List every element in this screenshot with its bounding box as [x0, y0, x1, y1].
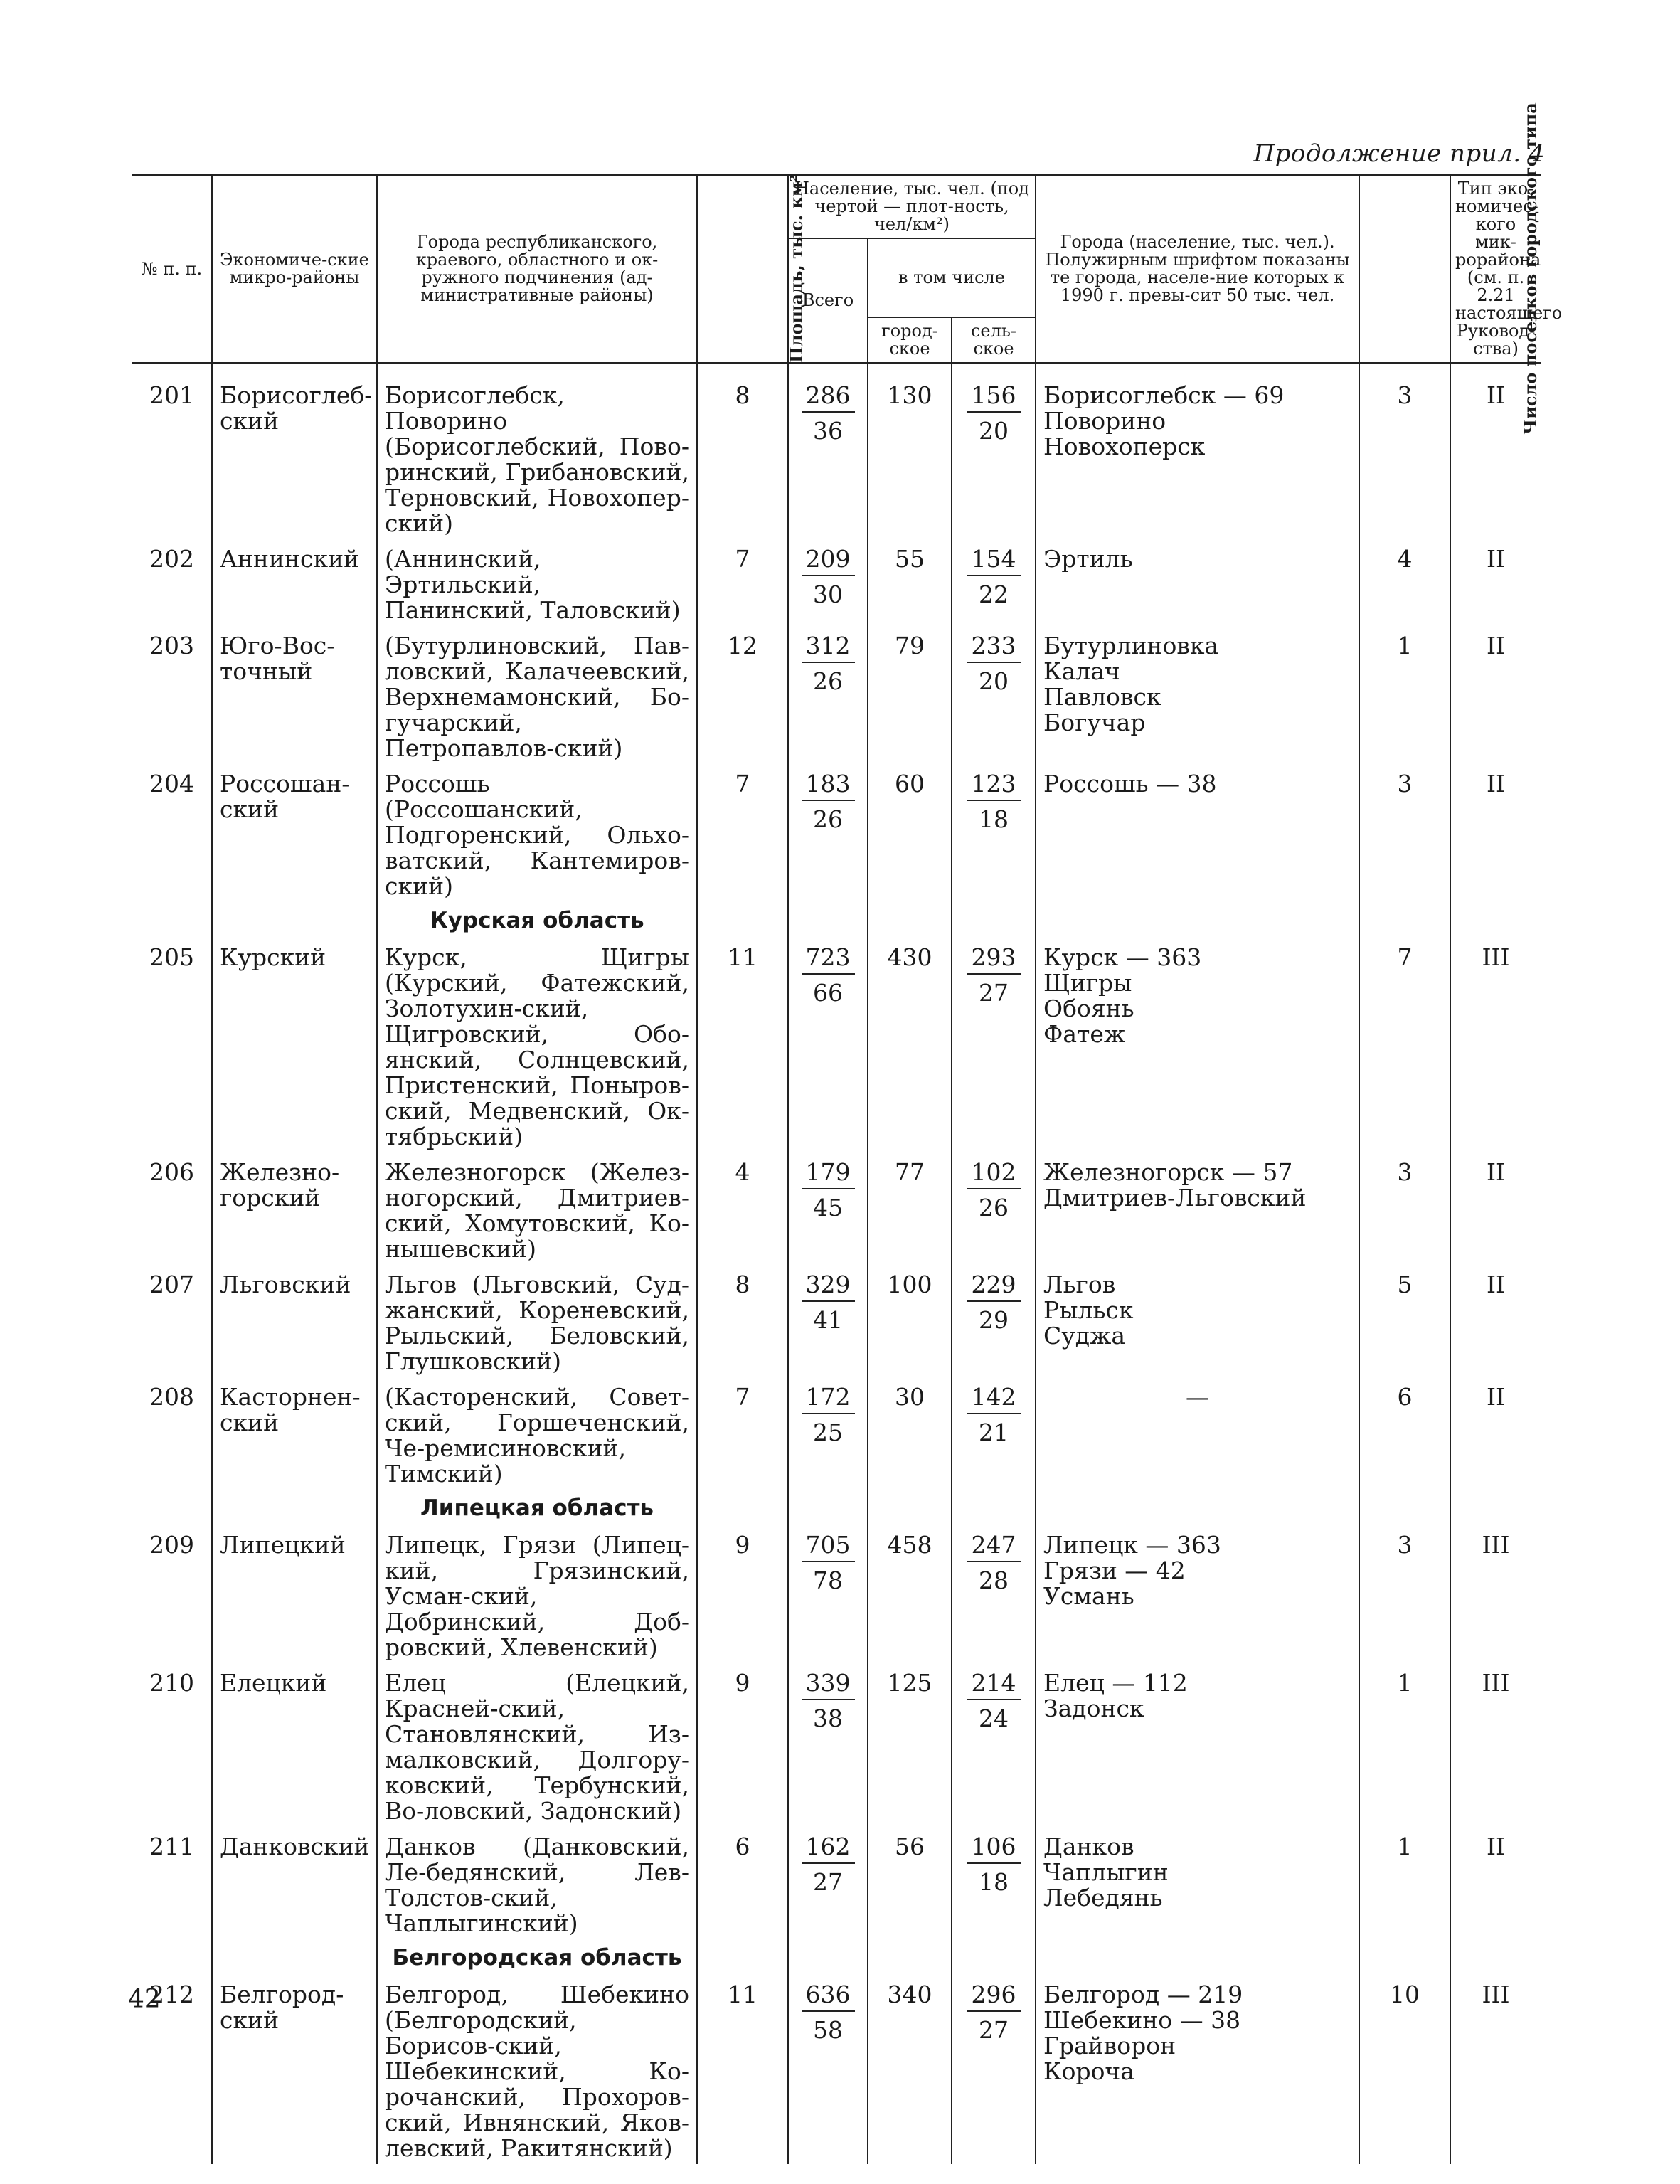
cell-admin: Россошь (Россошанский, Подгоренский, Ольхо-ватский, Кантемиров-ский)	[377, 764, 697, 902]
cell-settlements: 3	[1359, 1152, 1450, 1265]
cell-total-density: 30	[813, 581, 843, 608]
cell-micro: Елецкий	[212, 1663, 377, 1827]
cell-rural-density: 20	[979, 667, 1009, 695]
cell-type: II	[1450, 1265, 1541, 1377]
cell-total-fraction	[802, 1834, 855, 1895]
cell-rural	[952, 938, 1036, 1152]
cell-no: 203	[132, 626, 212, 764]
cell-micro: Железно-горский	[212, 1152, 377, 1265]
city-item: Россошь — 38	[1043, 770, 1217, 797]
cell-rural	[952, 1377, 1036, 1490]
city-item: Данков	[1043, 1833, 1134, 1860]
cell-settlements: 5	[1359, 1265, 1450, 1377]
col-area	[697, 174, 807, 364]
cell-area: 12	[697, 626, 788, 764]
city-item: Чаплыгин	[1043, 1858, 1169, 1886]
cell-total-density: 45	[813, 1194, 843, 1221]
cell-cities	[1036, 938, 1359, 1152]
cell-total-density: 78	[813, 1567, 843, 1594]
cell-micro: Аннинский	[212, 539, 377, 626]
cell-rural-density: 24	[979, 1705, 1009, 1732]
cell-micro: Белгород-ский	[212, 1975, 377, 2164]
cell-admin: (Аннинский, Эртильский, Панинский, Таловский)	[377, 539, 697, 626]
cell-area: 7	[697, 1377, 788, 1490]
table-row	[132, 1663, 1541, 1827]
cell-no: 202	[132, 539, 212, 626]
table-row	[132, 1975, 1541, 2164]
table-row	[132, 539, 1541, 626]
cell-rural	[952, 1265, 1036, 1377]
col-cities-admin: Города республиканского, краевого, областного и ок-ружного подчинения (ад-министративные районы)	[377, 175, 697, 364]
cell-cities	[1036, 1975, 1359, 2164]
cell-type: III	[1450, 1975, 1541, 2164]
cell-rural-fraction	[967, 383, 1021, 444]
cell-rural-value: 106	[967, 1834, 1021, 1864]
cell-urban: 130	[868, 364, 952, 540]
cell-rural	[952, 1152, 1036, 1265]
cell-total-fraction	[802, 771, 855, 832]
cell-urban: 56	[868, 1827, 952, 1939]
cell-micro: Курский	[212, 938, 377, 1152]
table-row	[132, 1525, 1541, 1663]
table-row	[132, 1152, 1541, 1265]
cell-total-fraction	[802, 1384, 855, 1446]
cell-rural-density: 27	[979, 2016, 1009, 2044]
cell-cities	[1036, 626, 1359, 764]
cell-cities	[1036, 1663, 1359, 1827]
table-body	[132, 364, 1541, 2165]
cell-no: 208	[132, 1377, 212, 1490]
cell-no: 206	[132, 1152, 212, 1265]
cell-micro: Борисоглеб-ский	[212, 364, 377, 540]
cell-rural-value: 123	[967, 771, 1021, 801]
cell-micro: Данковский	[212, 1827, 377, 1939]
cell-urban: 340	[868, 1975, 952, 2164]
cell-rural	[952, 364, 1036, 540]
cell-total-density: 66	[813, 979, 843, 1007]
cell-settlements: 4	[1359, 539, 1450, 626]
col-population: Население, тыс. чел. (под чертой — плот-ность, чел/км²)	[788, 175, 1036, 239]
city-item: Поворино	[1043, 407, 1166, 435]
cell-rural-value: 156	[967, 383, 1021, 413]
cell-no: 209	[132, 1525, 212, 1663]
region-row	[132, 1490, 1541, 1525]
cell-total-value: 723	[802, 945, 855, 975]
cell-rural-density: 21	[979, 1419, 1009, 1446]
cell-area: 8	[697, 1265, 788, 1377]
cell-area: 11	[697, 1975, 788, 2164]
cell-micro: Юго-Вос-точный	[212, 626, 377, 764]
cell-total-density: 26	[813, 667, 843, 695]
cell-rural-fraction	[967, 1834, 1021, 1895]
city-item: Богучар	[1043, 709, 1146, 736]
col-cities-pop: Города (население, тыс. чел.). Полужирным шрифтом показаны те города, населе-ние которых к 1990 г. превы-сит 50 тыс. чел.	[1036, 175, 1359, 364]
col-type: Тип эко-номичес-кого мик-рорайона (см. п. 2.21 настоящего Руковод-ства)	[1450, 175, 1541, 364]
cell-urban: 60	[868, 764, 952, 902]
cell-total-value: 183	[802, 771, 855, 801]
cell-admin: (Бутурлиновский, Пав-ловский, Калачеевский, Верхнемамонский, Бо-гучарский, Петропавлов-ский)	[377, 626, 697, 764]
cell-rural-value: 233	[967, 633, 1021, 663]
cell-cities	[1036, 1827, 1359, 1939]
cell-no: 212	[132, 1975, 212, 2164]
city-item: Задонск	[1043, 1695, 1144, 1722]
table-row	[132, 626, 1541, 764]
cell-settlements: 1	[1359, 626, 1450, 764]
cell-rural	[952, 764, 1036, 902]
table-row	[132, 1265, 1541, 1377]
cell-rural-fraction	[967, 1982, 1021, 2043]
cell-micro: Касторнен-ский	[212, 1377, 377, 1490]
cell-area: 7	[697, 539, 788, 626]
table-row	[132, 1377, 1541, 1490]
cell-rural-density: 18	[979, 805, 1009, 833]
cell-rural-density: 28	[979, 1567, 1009, 1594]
cell-rural-value: 142	[967, 1384, 1021, 1414]
cell-type: II	[1450, 1377, 1541, 1490]
cell-total-density: 25	[813, 1419, 843, 1446]
cell-total	[788, 539, 868, 626]
cell-no: 210	[132, 1663, 212, 1827]
city-item: Липецк — 363	[1043, 1531, 1221, 1559]
cell-admin: Липецк, Грязи (Липец-кий, Грязинский, Усман-ский, Добринский, Доб-ровский, Хлевенский)	[377, 1525, 697, 1663]
city-item: Короча	[1043, 2057, 1134, 2085]
city-item: Лебедянь	[1043, 1884, 1163, 1912]
cell-total-fraction	[802, 633, 855, 694]
cell-rural-density: 18	[979, 1868, 1009, 1896]
cell-cities	[1036, 364, 1359, 540]
col-urban: город-ское	[868, 317, 952, 364]
table-row	[132, 764, 1541, 902]
cell-rural-value: 214	[967, 1670, 1021, 1700]
cell-total-fraction	[802, 383, 855, 444]
col-settlements-label: Число поселков городского типа	[1519, 102, 1541, 435]
cell-no: 207	[132, 1265, 212, 1377]
city-item: Щигры	[1043, 969, 1132, 997]
cell-admin: Льгов (Льговский, Суд-жанский, Кореневский, Рыльский, Беловский, Глушковский)	[377, 1265, 697, 1377]
cell-no: 211	[132, 1827, 212, 1939]
cell-total-value: 162	[802, 1834, 855, 1864]
city-item: Борисоглебск — 69	[1043, 381, 1285, 409]
cell-total-fraction	[802, 1670, 855, 1732]
cell-rural-density: 22	[979, 581, 1009, 608]
cell-type: III	[1450, 1663, 1541, 1827]
city-item: Дмитриев-Льговский	[1043, 1184, 1307, 1212]
cell-type: II	[1450, 539, 1541, 626]
cell-type: II	[1450, 1152, 1541, 1265]
city-item: Грайворон	[1043, 2032, 1176, 2060]
table-row	[132, 938, 1541, 1152]
cell-total	[788, 1975, 868, 2164]
city-item: Бутурлиновка	[1043, 632, 1219, 659]
cell-admin: Елец (Елецкий, Красней-ский, Становлянский, Из-малковский, Долгору-ковский, Тербунский, Во-ловский, Задонский)	[377, 1663, 697, 1827]
cell-total	[788, 938, 868, 1152]
region-title: Белгородская область	[392, 1945, 682, 1971]
cell-rural-value: 229	[967, 1272, 1021, 1302]
cell-settlements: 3	[1359, 364, 1450, 540]
cell-rural	[952, 1827, 1036, 1939]
cell-no: 205	[132, 938, 212, 1152]
cell-rural-fraction	[967, 546, 1021, 608]
cell-total	[788, 1663, 868, 1827]
cell-settlements: 1	[1359, 1663, 1450, 1827]
city-item: Новохоперск	[1043, 433, 1206, 460]
cell-rural-value: 247	[967, 1532, 1021, 1562]
cell-urban: 430	[868, 938, 952, 1152]
cell-admin: Белгород, Шебекино (Белгородский, Борисов-ский, Шебекинский, Ко-рочанский, Прохоров-ский, Ивнянский, Яков-левский, Ракитянский)	[377, 1975, 697, 2164]
cell-admin: Данков (Данковский, Ле-бедянский, Лев-Толстов-ский, Чаплыгинский)	[377, 1827, 697, 1939]
cell-admin: Борисоглебск, Поворино (Борисоглебский, Пово-ринский, Грибановский, Терновский, Новохопер-ский)	[377, 364, 697, 540]
city-item: Елец — 112	[1043, 1669, 1188, 1697]
city-item: Павловск	[1043, 683, 1161, 711]
city-item: Шебекино — 38	[1043, 2006, 1241, 2034]
cell-urban: 30	[868, 1377, 952, 1490]
cell-total-value: 705	[802, 1532, 855, 1562]
cell-rural	[952, 1663, 1036, 1827]
cell-total-value: 329	[802, 1272, 855, 1302]
cell-total	[788, 764, 868, 902]
city-item: Усмань	[1043, 1582, 1134, 1610]
cell-area: 9	[697, 1663, 788, 1827]
continuation-note: Продолжение прил. 4	[1253, 139, 1545, 168]
city-item: Эртиль	[1043, 545, 1133, 573]
cell-settlements: 7	[1359, 938, 1450, 1152]
cell-area: 6	[697, 1827, 788, 1939]
col-num: № п. п.	[132, 175, 212, 364]
cell-cities	[1036, 1152, 1359, 1265]
cell-total-density: 58	[813, 2016, 843, 2044]
cell-total-fraction	[802, 546, 855, 608]
cell-rural-value: 154	[967, 546, 1021, 576]
cell-settlements: 3	[1359, 1525, 1450, 1663]
cell-total-density: 27	[813, 1868, 843, 1896]
cell-total-value: 339	[802, 1670, 855, 1700]
cell-type: III	[1450, 1525, 1541, 1663]
cell-urban: 458	[868, 1525, 952, 1663]
region-row	[132, 902, 1541, 938]
cell-rural-density: 26	[979, 1194, 1009, 1221]
cell-total-value: 209	[802, 546, 855, 576]
cell-rural-density: 29	[979, 1306, 1009, 1334]
cell-rural-density: 27	[979, 979, 1009, 1007]
cell-rural-fraction	[967, 633, 1021, 694]
region-title: Липецкая область	[420, 1495, 654, 1521]
table-row	[132, 1827, 1541, 1939]
table-row	[132, 364, 1541, 540]
cell-total-fraction	[802, 945, 855, 1006]
cell-rural	[952, 539, 1036, 626]
col-total: Всего	[788, 238, 868, 364]
cell-settlements: 3	[1359, 764, 1450, 902]
city-item: Железногорск — 57	[1043, 1158, 1293, 1186]
city-item: Рыльск	[1043, 1296, 1134, 1324]
city-item: Суджа	[1043, 1322, 1126, 1350]
cell-micro: Россошан-ский	[212, 764, 377, 902]
cell-total-density: 38	[813, 1705, 843, 1732]
cell-admin: (Касторенский, Совет-ский, Горшеченский, Че-ремисиновский, Тимский)	[377, 1377, 697, 1490]
cell-area: 4	[697, 1152, 788, 1265]
cell-total	[788, 364, 868, 540]
page-number: 42	[128, 1985, 161, 2014]
cell-admin: Курск, Щигры (Курский, Фатежский, Золотухин-ский, Щигровский, Обо-янский, Солнцевский, Пристенский, Поныров-ский, Медвенский, Ок-тябрьский)	[377, 938, 697, 1152]
cell-type: III	[1450, 938, 1541, 1152]
cell-type: II	[1450, 764, 1541, 902]
cell-total	[788, 1377, 868, 1490]
cell-total	[788, 1152, 868, 1265]
cell-cities	[1036, 1377, 1359, 1490]
cell-rural-fraction	[967, 1384, 1021, 1446]
cell-total-value: 312	[802, 633, 855, 663]
cell-total	[788, 1525, 868, 1663]
cell-settlements: 1	[1359, 1827, 1450, 1939]
cell-rural-fraction	[967, 945, 1021, 1006]
cell-rural-value: 296	[967, 1982, 1021, 2012]
cell-rural	[952, 626, 1036, 764]
city-item: Фатеж	[1043, 1020, 1126, 1048]
cell-rural-value: 102	[967, 1160, 1021, 1189]
cell-total-density: 36	[813, 417, 843, 445]
cell-rural	[952, 1975, 1036, 2164]
cell-total-value: 286	[802, 383, 855, 413]
cell-rural-fraction	[967, 1272, 1021, 1333]
cell-urban: 79	[868, 626, 952, 764]
cell-rural-fraction	[967, 771, 1021, 832]
cell-rural-fraction	[967, 1670, 1021, 1732]
cell-total-value: 172	[802, 1384, 855, 1414]
cell-area: 11	[697, 938, 788, 1152]
cell-cities	[1036, 539, 1359, 626]
region-title: Курская область	[430, 908, 644, 933]
cell-micro: Льговский	[212, 1265, 377, 1377]
cell-settlements: 10	[1359, 1975, 1450, 2164]
cell-urban: 77	[868, 1152, 952, 1265]
city-item: Курск — 363	[1043, 943, 1202, 971]
cell-urban: 55	[868, 539, 952, 626]
cell-type: II	[1450, 364, 1541, 540]
cell-no: 204	[132, 764, 212, 902]
city-item: —	[1186, 1383, 1210, 1411]
cell-cities	[1036, 1265, 1359, 1377]
cell-total-value: 179	[802, 1160, 855, 1189]
cell-rural-value: 293	[967, 945, 1021, 975]
col-in-total: в том числе	[868, 238, 1036, 317]
cell-total-value: 636	[802, 1982, 855, 2012]
col-area-label: Площадь, тыс. км²	[786, 174, 807, 364]
cell-type: II	[1450, 626, 1541, 764]
region-row	[132, 1939, 1541, 1975]
cell-total-fraction	[802, 1272, 855, 1333]
cell-total-fraction	[802, 1160, 855, 1221]
cell-cities	[1036, 764, 1359, 902]
cell-rural-fraction	[967, 1160, 1021, 1221]
cell-total-density: 26	[813, 805, 843, 833]
cell-urban: 100	[868, 1265, 952, 1377]
col-micro: Экономиче-ские микро-районы	[212, 175, 377, 364]
col-rural: сель-ское	[952, 317, 1036, 364]
cell-total-fraction	[802, 1982, 855, 2043]
cell-cities	[1036, 1525, 1359, 1663]
cell-rural	[952, 1525, 1036, 1663]
city-item: Калач	[1043, 657, 1120, 685]
cell-urban: 125	[868, 1663, 952, 1827]
cell-area: 9	[697, 1525, 788, 1663]
cell-type: II	[1450, 1827, 1541, 1939]
cell-no: 201	[132, 364, 212, 540]
city-item: Льгов	[1043, 1271, 1116, 1298]
cell-total	[788, 1827, 868, 1939]
cell-rural-density: 20	[979, 417, 1009, 445]
cell-rural-fraction	[967, 1532, 1021, 1594]
cell-total	[788, 1265, 868, 1377]
cell-area: 7	[697, 764, 788, 902]
city-item: Белгород — 219	[1043, 1981, 1243, 2008]
city-item: Обоянь	[1043, 995, 1134, 1022]
cell-total-fraction	[802, 1532, 855, 1594]
cell-admin: Железногорск (Желез-ногорский, Дмитриев-ский, Хомутовский, Ко-нышевский)	[377, 1152, 697, 1265]
cell-area: 8	[697, 364, 788, 540]
city-item: Грязи — 42	[1043, 1557, 1186, 1584]
cell-micro: Липецкий	[212, 1525, 377, 1663]
cell-settlements: 6	[1359, 1377, 1450, 1490]
cell-total-density: 41	[813, 1306, 843, 1334]
cell-total	[788, 626, 868, 764]
